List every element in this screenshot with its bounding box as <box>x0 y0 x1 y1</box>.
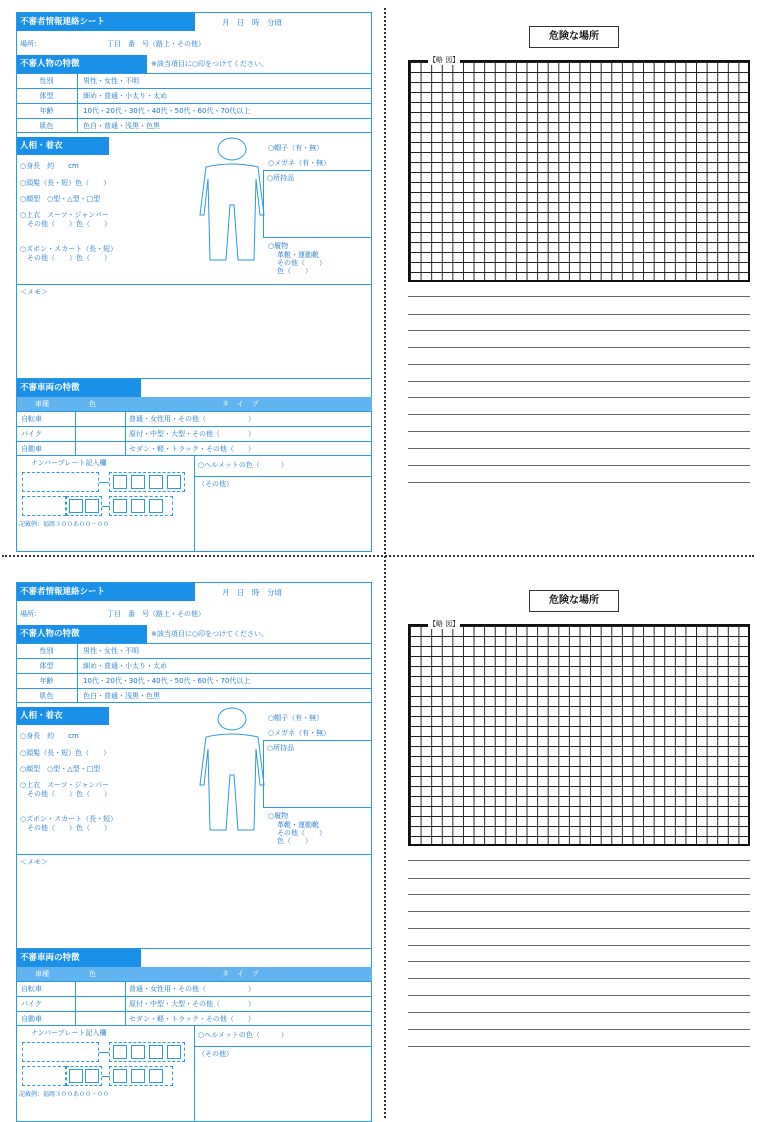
face-field: ○顔型 ○型・△型・□型 <box>20 765 101 773</box>
place-line: 丁目 番 号（路上・その他） <box>107 610 205 618</box>
hat-field: ○帽子（有・無） <box>268 144 324 152</box>
plate-label: ナンバープレート記入欄 <box>31 1029 107 1037</box>
shoes-field: ○履物 <box>268 812 289 820</box>
table-row: 性別 男性・女性・不明 <box>17 74 371 89</box>
other-field: （その他） <box>198 1050 233 1058</box>
table-row: 肌色 色白・普通・浅黒・色黒 <box>39 692 160 700</box>
danger-map-panel <box>408 590 750 1060</box>
sketch-label: 【略 図】 <box>429 56 460 64</box>
sketch-grid <box>408 620 750 846</box>
helmet-field: ○ヘルメットの色（ ） <box>198 1031 288 1039</box>
form-title: 不審者情報連絡シート <box>17 583 195 601</box>
suspicious-person-form <box>16 12 372 552</box>
vehicle-table-header: 車種 色 タイプ <box>17 967 372 981</box>
top-field-other: その他（ ）色（ ） <box>27 220 111 228</box>
hair-field: ○頭髪（長・短）色（ ） <box>20 749 111 757</box>
sketch-label: 【略 図】 <box>429 620 460 628</box>
attributes-table <box>17 643 372 703</box>
table-row: 自動車 セダン・軽・トラック・その他（ ） <box>21 1015 255 1023</box>
appearance-header: 人相・着衣 <box>17 137 109 155</box>
instruction-note: ※該当項目に○印をつけてください。 <box>151 630 268 638</box>
table-row: 肌色 色白・普通・浅黒・色黒 <box>39 122 160 130</box>
memo-label: ＜メモ＞ <box>20 858 48 866</box>
table-row: 性別 男性・女性・不明 <box>17 644 371 659</box>
vehicle-table <box>17 411 372 456</box>
glasses-field: ○メガネ（有・無） <box>268 159 331 167</box>
shoes-color: 色（ ） <box>277 267 312 275</box>
table-row: バイク 原付・中型・大型・その他（ ） <box>17 427 371 442</box>
vertical-cut-line <box>384 8 386 1118</box>
attributes-table <box>17 73 372 133</box>
height-field: ○身長 約 cm <box>20 162 79 170</box>
hat-field: ○帽子（有・無） <box>268 714 324 722</box>
vehicle-header: 不審車両の特徴 <box>17 379 141 397</box>
danger-title: 危険な場所 <box>529 26 619 48</box>
top-field: ○上衣 スーツ・ジャンパー <box>20 211 109 219</box>
shoes-color: 色（ ） <box>277 837 312 845</box>
shoes-other: その他（ ） <box>277 829 326 837</box>
face-field: ○顔型 ○型・△型・□型 <box>20 195 101 203</box>
person-silhouette-icon <box>192 705 272 835</box>
suspect-header: 不審人物の特徴 <box>17 55 147 73</box>
table-row: 体型 細め・普通・小太り・太め <box>17 89 371 104</box>
vehicle-header: 不審車両の特徴 <box>17 949 141 967</box>
plate-label: ナンバープレート記入欄 <box>31 459 107 467</box>
place-label: 場所： <box>20 610 41 618</box>
bottom-field: ○ズボン・スカート（長・短） <box>20 815 118 823</box>
other-field: （その他） <box>198 480 233 488</box>
bottom-field-other: その他（ ）色（ ） <box>27 254 111 262</box>
bottom-field: ○ズボン・スカート（長・短） <box>20 245 118 253</box>
suspicious-person-form <box>16 582 372 1122</box>
belongings-label: ○所持品 <box>267 174 295 182</box>
suspect-header: 不審人物の特徴 <box>17 625 147 643</box>
bottom-field-other: その他（ ）色（ ） <box>27 824 111 832</box>
hair-field: ○頭髪（長・短）色（ ） <box>20 179 111 187</box>
shoes-field: ○履物 <box>268 242 289 250</box>
memo-box <box>17 854 372 949</box>
plate-area <box>17 1026 195 1122</box>
instruction-note: ※該当項目に○印をつけてください。 <box>151 60 268 68</box>
table-row: 自転車 普通・女性用・その他（ ） <box>17 982 371 997</box>
appearance-header: 人相・着衣 <box>17 707 109 725</box>
height-field: ○身長 約 cm <box>20 732 79 740</box>
sketch-grid <box>408 56 750 282</box>
belongings-label: ○所持品 <box>267 744 295 752</box>
vehicle-table <box>17 981 372 1026</box>
person-silhouette-icon <box>192 135 272 265</box>
vehicle-table-header: 車種 色 タイプ <box>17 397 372 411</box>
table-row: バイク 原付・中型・大型・その他（ ） <box>17 997 371 1012</box>
plate-example: 記載例：福岡３００あ００－００ <box>19 521 110 528</box>
table-row: 年齢 10代・20代・30代・40代・50代・60代・70代以上 <box>17 674 371 689</box>
datetime-line: 月 日 時 分頃 <box>222 18 282 27</box>
top-field: ○上衣 スーツ・ジャンパー <box>20 781 109 789</box>
memo-box <box>17 284 372 379</box>
datetime-line: 月 日 時 分頃 <box>222 588 282 597</box>
place-label: 場所： <box>20 40 41 48</box>
form-title: 不審者情報連絡シート <box>17 13 195 31</box>
belongings-box <box>263 170 372 238</box>
glasses-field: ○メガネ（有・無） <box>268 729 331 737</box>
shoes-other: その他（ ） <box>277 259 326 267</box>
shoes-options: 革靴・運動靴 <box>277 821 319 829</box>
danger-map-panel <box>408 26 750 496</box>
plate-example: 記載例：福岡３００あ００－００ <box>19 1091 110 1098</box>
table-row: 自転車 普通・女性用・その他（ ） <box>17 412 371 427</box>
table-row: 年齢 10代・20代・30代・40代・50代・60代・70代以上 <box>17 104 371 119</box>
table-row: 自動車 セダン・軽・トラック・その他（ ） <box>21 445 255 453</box>
shoes-options: 革靴・運動靴 <box>277 251 319 259</box>
table-row: 体型 細め・普通・小太り・太め <box>17 659 371 674</box>
danger-title: 危険な場所 <box>529 590 619 612</box>
plate-area <box>17 456 195 552</box>
top-field-other: その他（ ）色（ ） <box>27 790 111 798</box>
belongings-box <box>263 740 372 808</box>
memo-label: ＜メモ＞ <box>20 288 48 296</box>
horizontal-cut-line <box>2 555 754 557</box>
helmet-field: ○ヘルメットの色（ ） <box>198 461 288 469</box>
place-line: 丁目 番 号（路上・その他） <box>107 40 205 48</box>
